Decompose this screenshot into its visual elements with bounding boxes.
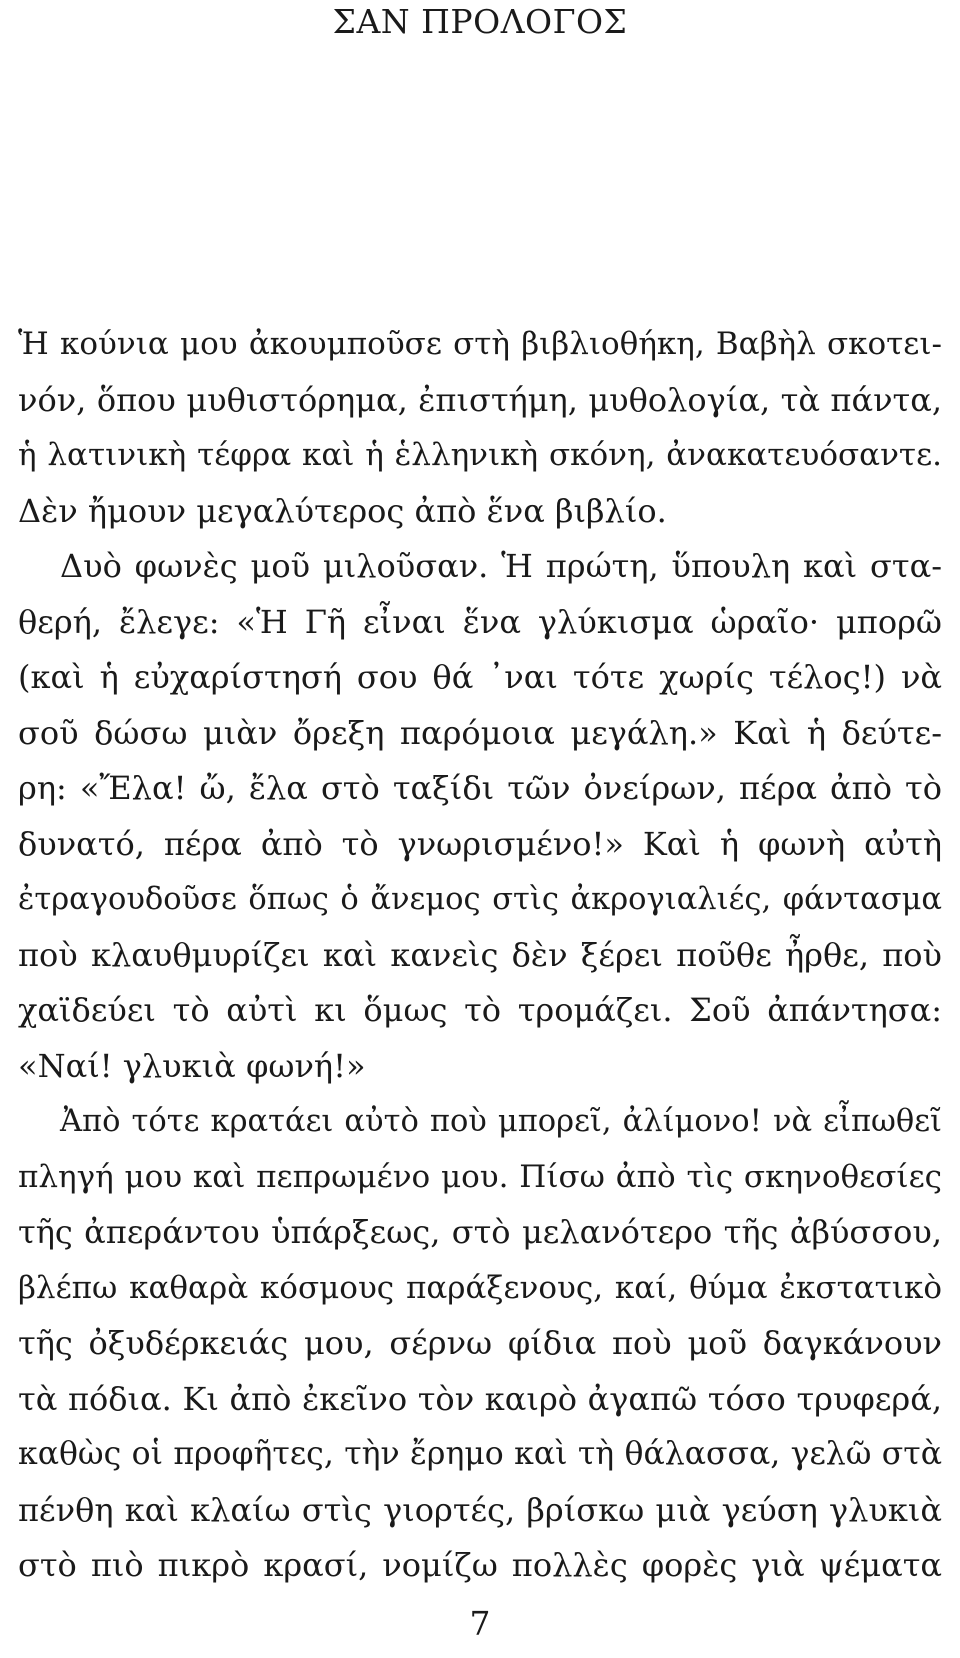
text-line: «Ναί! γλυκιὰ φωνή!» xyxy=(18,1046,366,1085)
paragraph xyxy=(18,1094,942,1594)
text-line: χαϊδεύει τὸ αὐτὶ κι ὅμως τὸ τρομάζει. Σοῦ ἀπάντησα: xyxy=(18,991,942,1029)
text-line: πένθη καὶ κλαίω στὶς γιορτές, βρίσκω μιὰ γεύση γλυκιὰ xyxy=(18,1490,942,1529)
text-line: Ἀπὸ τότε κρατάει αὐτὸ ποὺ μπορεῖ, ἀλίμονο! νὰ εἶπωθεῖ xyxy=(60,1104,942,1139)
text-line: τῆς ὀξυδέρκειάς μου, σέρνω φίδια ποὺ μοῦ δαγκάνουν xyxy=(18,1324,942,1362)
paragraph xyxy=(18,539,942,1094)
text-line: σοῦ δώσω μιὰν ὄρεξη παρόμοια μεγάλη.» Καὶ ἡ δεύτε- xyxy=(18,713,942,752)
text-line: (καὶ ἡ εὐχαρίστησή σου θά ᾿ναι τότε χωρίς τέλος!) νὰ xyxy=(18,658,942,696)
text-line: καθὼς οἱ προφῆτες, τὴν ἔρημο καὶ τὴ θάλασσα, γελῶ στὰ xyxy=(18,1436,942,1472)
text-line: ἐτραγουδοῦσε ὅπως ὁ ἄνεμος στὶς ἀκρογιαλιές, φάντασμα xyxy=(18,882,942,917)
text-line: τὰ πόδια. Κι ἀπὸ ἐκεῖνο τὸν καιρὸ ἀγαπῶ τόσο τρυφερά, xyxy=(18,1379,942,1418)
text-line: δυνατό, πέρα ἀπὸ τὸ γνωρισμένο!» Καὶ ἡ φωνὴ αὐτὴ xyxy=(18,824,942,863)
text-line: θερή, ἔλεγε: «Ἡ Γῆ εἶναι ἕνα γλύκισμα ὡραῖο· μπορῶ xyxy=(18,602,942,641)
text-line: ρη: «Ἔλα! ὤ, ἔλα στὸ ταξίδι τῶν ὀνείρων, πέρα ἀπὸ τὸ xyxy=(18,769,942,807)
page-number: 7 xyxy=(469,1604,491,1643)
text-line: στὸ πιὸ πικρὸ κρασί, νομίζω πολλὲς φορὲς γιὰ ψέματα xyxy=(18,1546,942,1584)
body-text xyxy=(18,317,942,1594)
text-line: πληγή μου καὶ πεπρωμένο μου. Πίσω ἀπὸ τὶς σκηνοθεσίες xyxy=(18,1158,942,1195)
running-header: ΣΑΝ ΠΡΟΛΟΓΟΣ xyxy=(332,2,628,41)
text-line: ποὺ κλαυθμυρίζει καὶ κανεὶς δὲν ξέρει ποῦθε ἦρθε, ποὺ xyxy=(18,935,942,974)
text-line: βλέπω καθαρὰ κόσμους παράξενους, καί, θύμα ἐκστατικὸ xyxy=(18,1269,942,1306)
paragraph xyxy=(18,317,942,539)
text-line: τῆς ἀπεράντου ὑπάρξεως, στὸ μελανότερο τῆς ἀβύσσου, xyxy=(18,1213,942,1251)
text-line: Δυὸ φωνὲς μοῦ μιλοῦσαν. Ἡ πρώτη, ὕπουλη καὶ στα- xyxy=(60,547,942,585)
text-line: ἡ λατινικὴ τέφρα καὶ ἡ ἑλληνικὴ σκόνη, ἀνακατευόσαντε. xyxy=(18,437,942,473)
text-line: νόν, ὅπου μυθιστόρημα, ἐπιστήμη, μυθολογία, τὰ πάντα, xyxy=(18,380,942,419)
text-line: Δὲν ἤμουν μεγαλύτερος ἀπὸ ἕνα βιβλίο. xyxy=(18,491,667,530)
text-line: Ἡ κούνια μου ἀκουμποῦσε στὴ βιβλιοθήκη, Βαβὴλ σκοτει- xyxy=(18,326,942,362)
